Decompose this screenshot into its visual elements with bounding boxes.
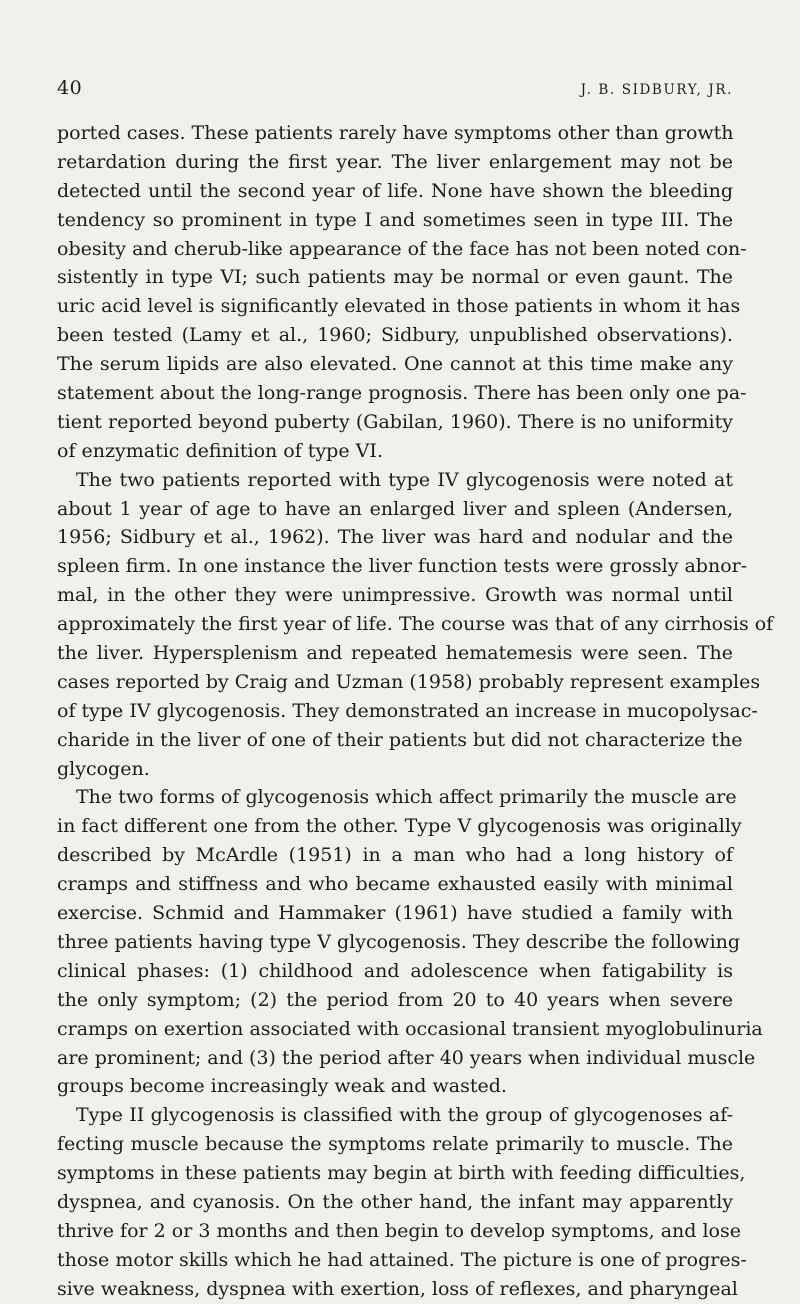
text-line: in fact different one from the other. Type V glycogenosis was originally <box>57 815 742 838</box>
text-line: those motor skills which he had attained. The picture is one of progres- <box>57 1248 747 1271</box>
text-line: ported cases. These patients rarely have symptoms other than growth <box>57 122 734 144</box>
text-line: described by McArdle (1951) in a man who had a long history of <box>57 844 733 867</box>
text-line: fecting muscle because the symptoms relate primarily to muscle. The <box>57 1133 733 1156</box>
running-head-author: J. B. SIDBURY, JR. <box>580 82 733 98</box>
text-line: 1956; Sidbury et al., 1962). The liver was hard and nodular and the <box>57 526 733 549</box>
text-line: obesity and cherub-like appearance of the face has not been noted con- <box>57 237 747 260</box>
text-line: tient reported beyond puberty (Gabilan, 1960). There is no uniformity <box>57 410 733 433</box>
text-line: been tested (Lamy et al., 1960; Sidbury, unpublished observations). <box>57 324 733 347</box>
text-line: spleen firm. In one instance the liver function tests were grossly abnor- <box>57 555 748 578</box>
text-line: Type II glycogenosis is classified with the group of glycogenoses af- <box>76 1104 733 1127</box>
text-line: three patients having type V glycogenosis. They describe the following <box>57 930 741 953</box>
text-line: dyspnea, and cyanosis. On the other hand, the infant may apparently <box>57 1190 733 1213</box>
text-line: are prominent; and (3) the period after 40 years when individual muscle <box>57 1046 756 1069</box>
text-line: tendency so prominent in type I and sometimes seen in type III. The <box>57 208 733 231</box>
text-line: The two patients reported with type IV glycogenosis were noted at <box>76 468 733 491</box>
text-line: charide in the liver of one of their patients but did not characterize the <box>57 728 743 751</box>
text-line: exercise. Schmid and Hammaker (1961) have studied a family with <box>57 902 733 925</box>
page-number: 40 <box>57 77 83 99</box>
text-line: approximately the first year of life. The course was that of any cirrhosis of <box>57 613 774 636</box>
text-line: cramps on exertion associated with occasional transient myoglobulinuria <box>57 1017 763 1040</box>
text-line: The serum lipids are also elevated. One cannot at this time make any <box>57 353 733 376</box>
running-head <box>57 76 733 106</box>
text-line: The two forms of glycogenosis which affect primarily the muscle are <box>76 786 737 809</box>
text-line: sive weakness, dyspnea with exertion, loss of reflexes, and pharyngeal <box>57 1277 738 1300</box>
text-line: cramps and stiffness and who became exhausted easily with minimal <box>57 873 733 896</box>
text-line: clinical phases: (1) childhood and adolescence when fatigability is <box>57 959 733 982</box>
text-line: cases reported by Craig and Uzman (1958) probably represent examples <box>57 670 761 693</box>
text-line: uric acid level is significantly elevated in those patients in whom it has <box>57 295 741 318</box>
body-text <box>57 119 774 1304</box>
text-line: retardation during the first year. The liver enlargement may not be <box>57 150 733 173</box>
text-line: about 1 year of age to have an enlarged liver and spleen (Andersen, <box>57 497 733 520</box>
text-line: sistently in type VI; such patients may be normal or even gaunt. The <box>57 266 733 289</box>
text-line: the only symptom; (2) the period from 20 to 40 years when severe <box>57 988 733 1011</box>
text-line: symptoms in these patients may begin at birth with feeding difficulties, <box>57 1162 746 1185</box>
text-line: detected until the second year of life. None have shown the bleeding <box>57 179 733 202</box>
text-line: of enzymatic definition of type VI. <box>57 439 383 462</box>
text-line: mal, in the other they were unimpressive. Growth was normal until <box>57 584 733 607</box>
text-line: of type IV glycogenosis. They demonstrated an increase in mucopolysac- <box>57 699 758 722</box>
text-line: the liver. Hypersplenism and repeated hematemesis were seen. The <box>57 642 733 665</box>
text-line: groups become increasingly weak and wasted. <box>57 1075 507 1098</box>
text-line: statement about the long-range prognosis. There has been only one pa- <box>57 382 747 405</box>
text-line: thrive for 2 or 3 months and then begin to develop symptoms, and lose <box>57 1219 741 1242</box>
text-line: glycogen. <box>57 757 150 780</box>
